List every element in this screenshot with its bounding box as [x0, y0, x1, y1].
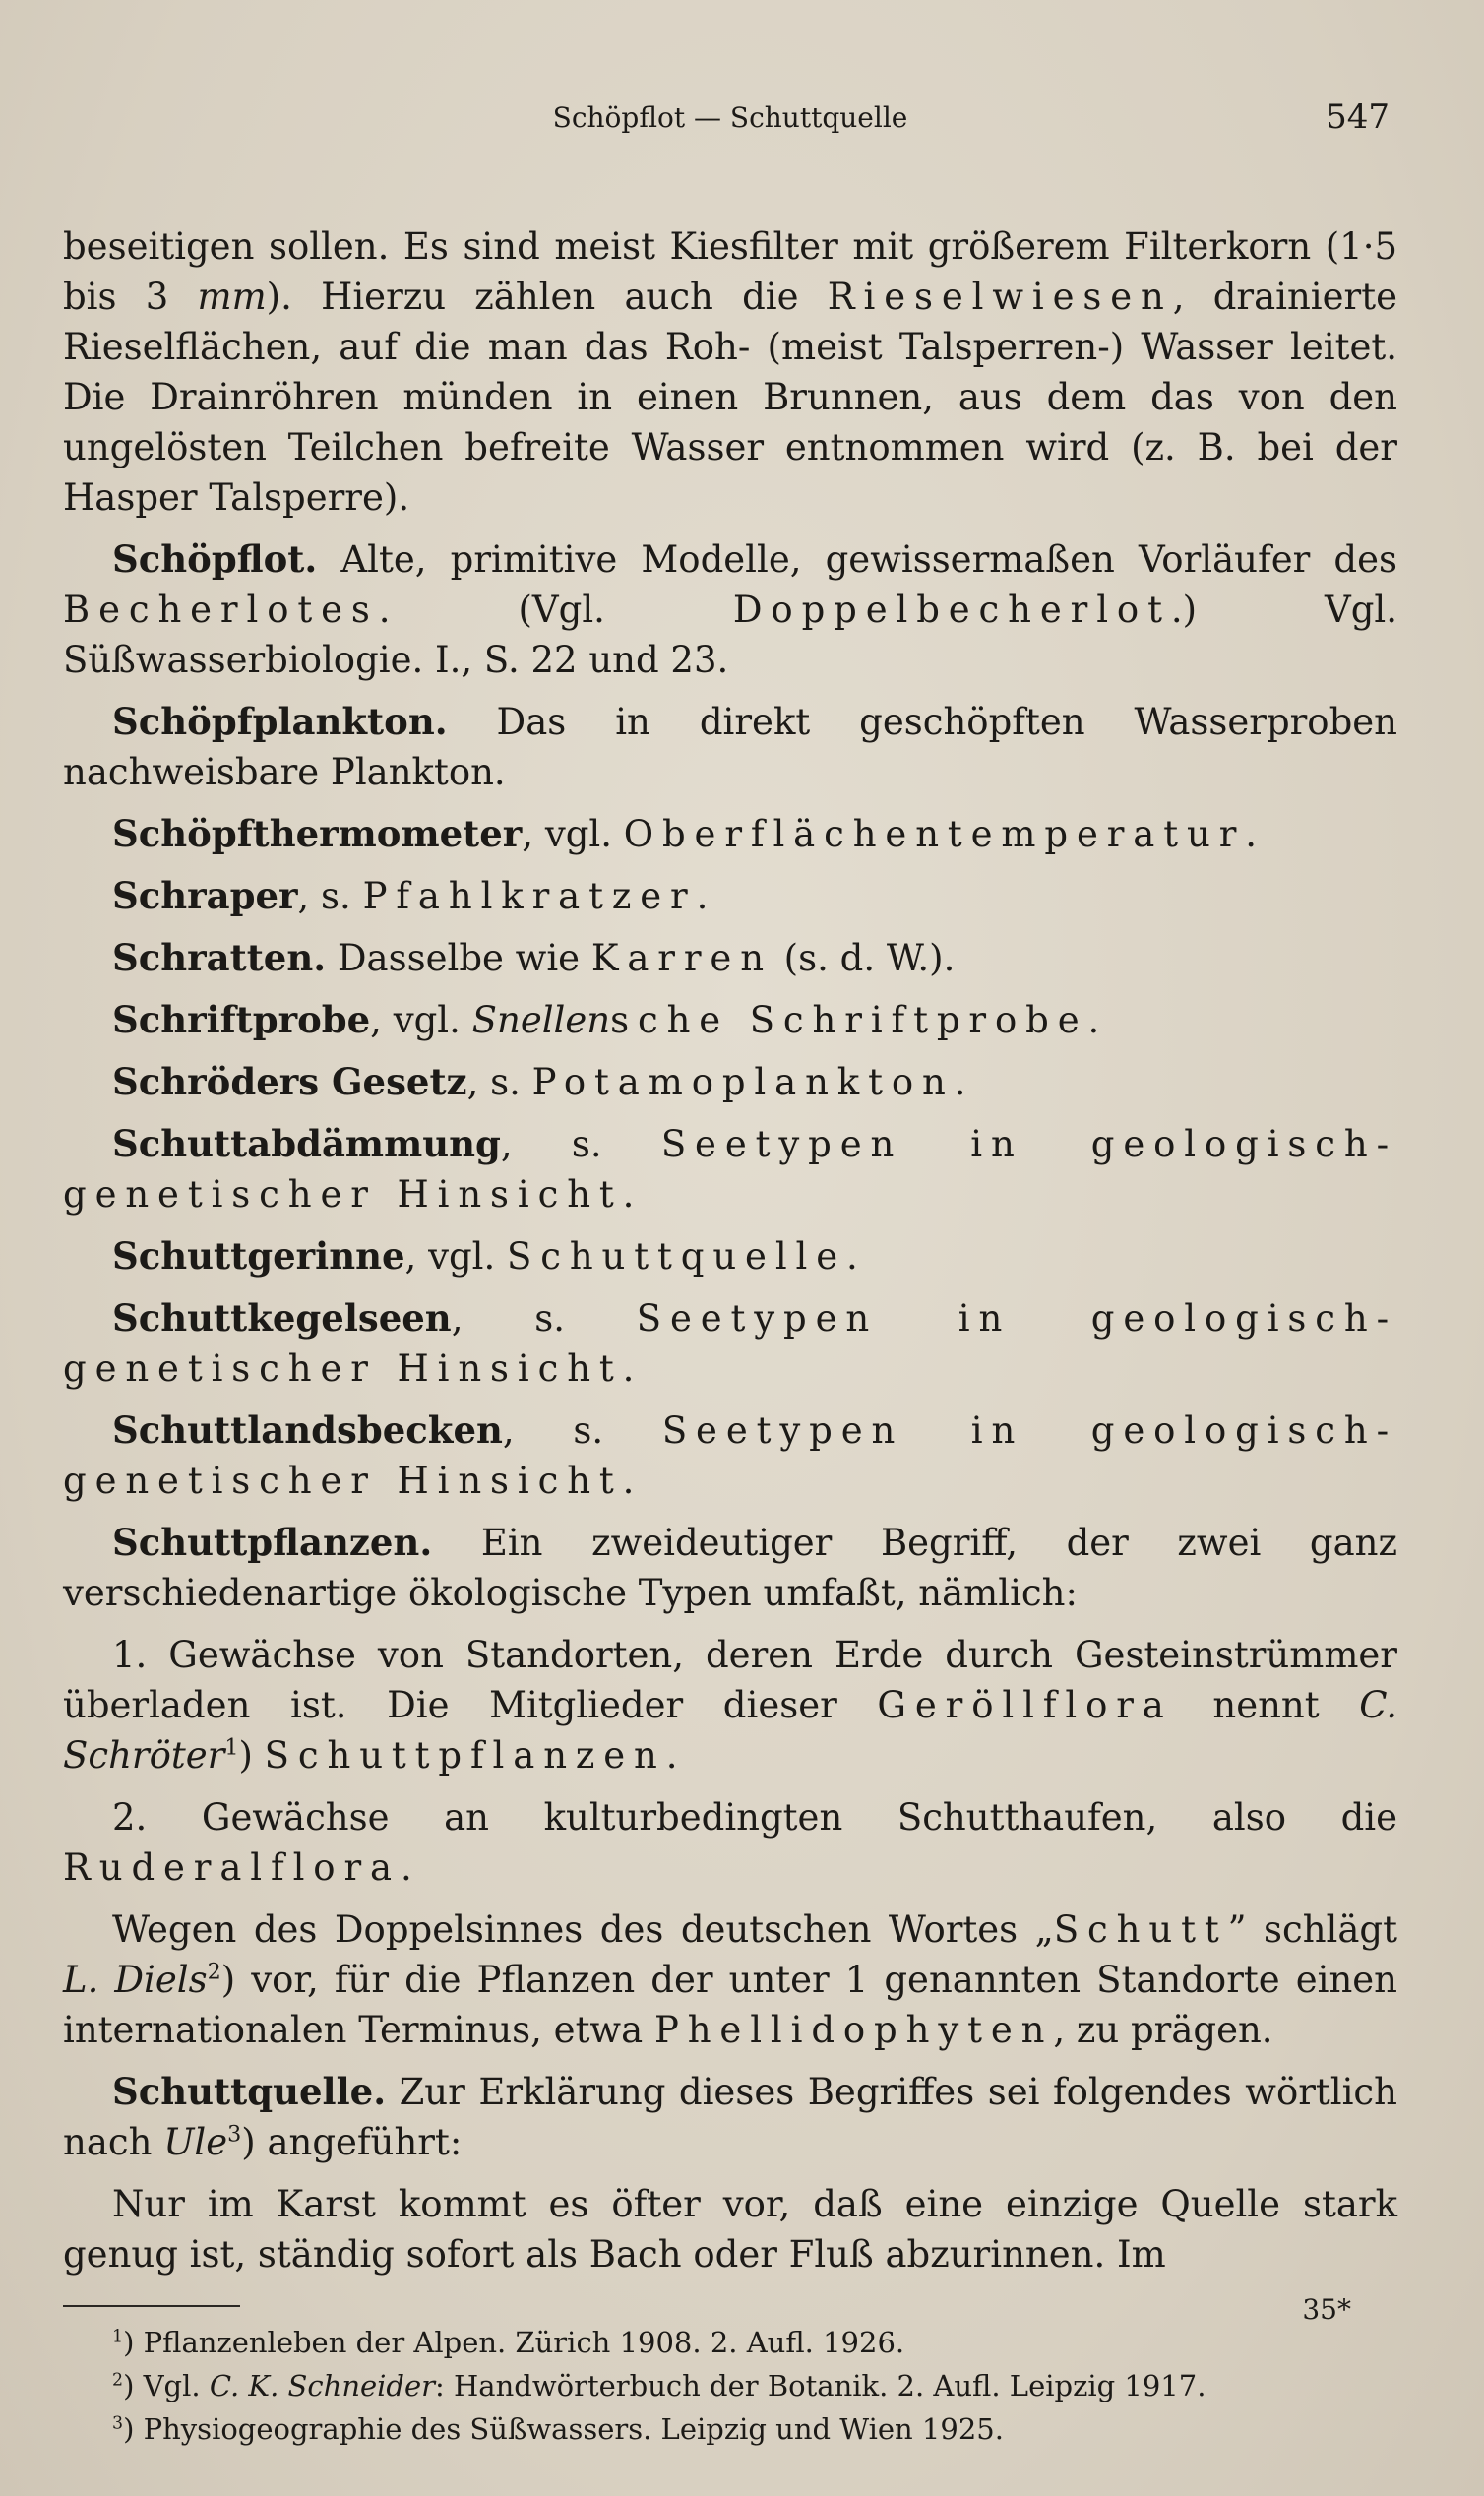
schuttpflanzen-note: Wegen des Doppelsinnes des deutschen Wortes „Schutt” schlägt L. Diels$^2$) vor, für die Pflanzen der unter 1 genannten Standorte einen internationalen Terminus, etwa Phellidophyten, zu prägen.: [63, 1908, 1397, 2051]
schuttquelle-quote: Nur im Karst kommt es öfter vor, daß eine einzige Quelle stark genug ist, ständig sofort als Bach oder Fluß abzurinnen. Im: [63, 2183, 1397, 2276]
entry-schratten: Schratten. Dasselbe wie Karren (s. d. W.).: [112, 936, 956, 979]
headword: Schratten.: [112, 936, 327, 979]
headword: Schuttgerinne: [112, 1234, 405, 1278]
entry-schoepflot: Schöpflot. Alte, primitive Modelle, gewissermaßen Vorläufer des Becherlotes. (Vgl. Doppelbecherlot.) Vgl. Süßwasserbiologie. I., S. 22 und 23.: [63, 537, 1397, 681]
headword: Schöpfplankton.: [112, 700, 448, 743]
entry-schuttkegelseen: Schuttkegelseen, s. Seetypen in geologisch-genetischer Hinsicht.: [63, 1296, 1397, 1390]
footnotes: [63, 2321, 1397, 2451]
entry-schuttpflanzen: Schuttpflanzen. Ein zweideutiger Begriff, der zwei ganz verschiedenartige ökologische Typen umfaßt, nämlich:: [63, 1521, 1397, 1614]
intro-paragraph: beseitigen sollen. Es sind meist Kiesfilter mit größerem Filterkorn (1·5 bis 3 mm). Hierzu zählen auch die Rieselwiesen, drainierte Rieselflächen, auf die man das Roh- (meist Talsperren-) Wasser leitet. Die Drainröhren münden in einen Brunnen, aus dem das von den ungelösten Teilchen befreite Wasser entnommen wird (z. B. bei der Hasper Talsperre).: [63, 225, 1397, 519]
footnote-3: $^3$) Physiogeographie des Süßwassers. Leipzig und Wien 1925.: [112, 2412, 1004, 2446]
page-number: 547: [1326, 97, 1390, 137]
headword: Schöpflot.: [112, 537, 318, 581]
page-header: [63, 94, 1397, 153]
headword: Schuttpflanzen.: [112, 1521, 433, 1564]
signature-mark: 35*: [1302, 2293, 1351, 2326]
headword: Schöpfthermometer: [112, 812, 523, 855]
entry-schroeders-gesetz: Schröders Gesetz, s. Potamoplankton.: [112, 1060, 966, 1103]
running-title: Schöpflot — Schuttquelle: [552, 101, 908, 134]
entry-schuttabdaemmung: Schuttabdämmung, s. Seetypen in geologisch-genetischer Hinsicht.: [63, 1122, 1397, 1216]
page-body: [63, 221, 1397, 2451]
entry-schraper: Schraper, s. Pfahlkratzer.: [112, 874, 709, 917]
headword: Schuttabdämmung: [112, 1122, 501, 1165]
footnote-2: $^2$) Vgl. C. K. Schneider: Handwörterbuch der Botanik. 2. Aufl. Leipzig 1917.: [112, 2369, 1206, 2402]
entry-schuttquelle: Schuttquelle. Zur Erklärung dieses Begriffes sei folgendes wörtlich nach Ule$^3$) angeführt:: [63, 2070, 1397, 2163]
schuttpflanzen-point-1: 1. Gewächse von Standorten, deren Erde durch Gesteinstrümmer überladen ist. Die Mitglieder dieser Geröllflora nennt C. Schröter$^1$) Schuttpflanzen.: [63, 1634, 1397, 1777]
schuttpflanzen-point-2: 2. Gewächse an kulturbedingten Schutthaufen, also die Ruderalflora.: [63, 1796, 1397, 1889]
headword: Schraper: [112, 874, 298, 917]
headword: Schriftprobe: [112, 998, 371, 1041]
headword: Schuttquelle.: [112, 2070, 387, 2113]
entry-schoepfthermometer: Schöpfthermometer, vgl. Oberflächentemperatur.: [112, 812, 1258, 855]
entry-schuttlandsbecken: Schuttlandsbecken, s. Seetypen in geologisch-genetischer Hinsicht.: [63, 1408, 1397, 1502]
entry-schuttgerinne: Schuttgerinne, vgl. Schuttquelle.: [112, 1234, 858, 1278]
entry-schriftprobe: Schriftprobe, vgl. Snellensche Schriftprobe.: [112, 998, 1100, 1041]
headword: Schröders Gesetz: [112, 1060, 467, 1103]
footnote-rule: [63, 2305, 240, 2307]
headword: Schuttkegelseen: [112, 1296, 452, 1340]
headword: Schuttlandsbecken: [112, 1408, 503, 1452]
footnote-1: $^1$) Pflanzenleben der Alpen. Zürich 1908. 2. Aufl. 1926.: [112, 2326, 905, 2359]
entry-schoepfplankton: Schöpfplankton. Das in direkt geschöpften Wasserproben nachweisbare Plankton.: [63, 700, 1397, 793]
